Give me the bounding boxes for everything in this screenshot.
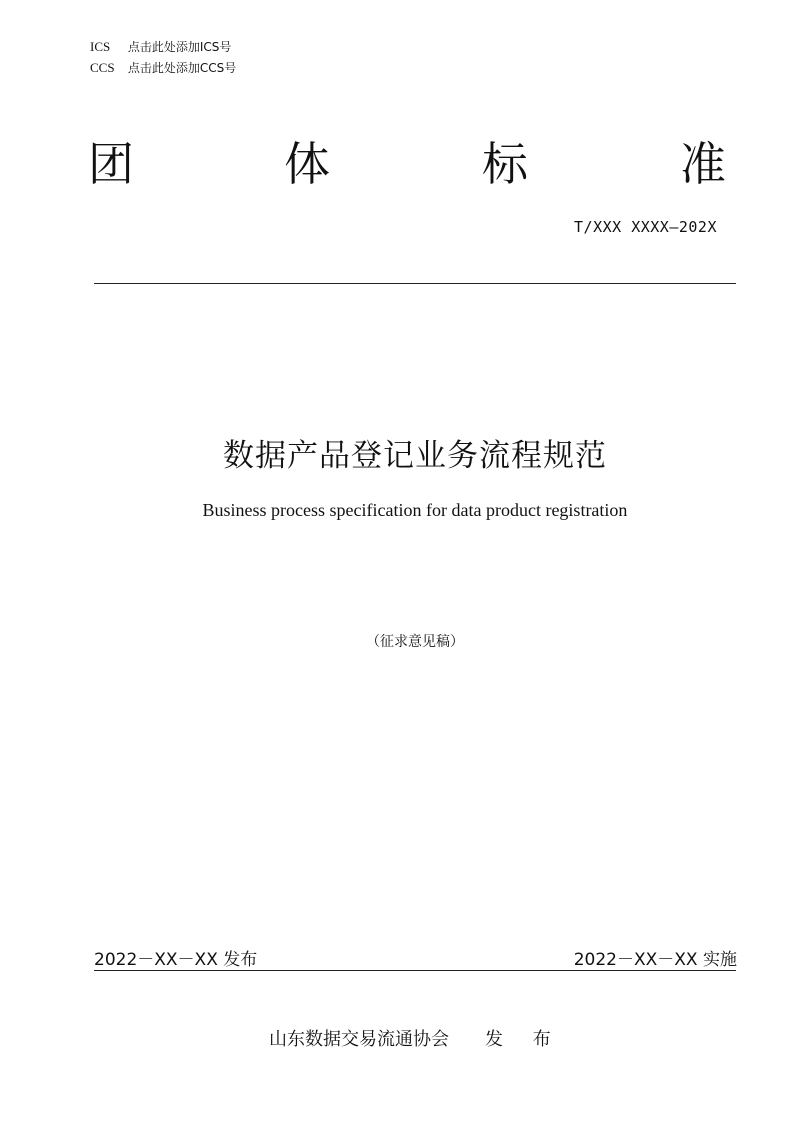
issuer-line (269, 1025, 563, 1051)
document-title-cn: 数据产品登记业务流程规范 (223, 438, 607, 474)
standard-type-char: 标 (482, 137, 528, 191)
ccs-line (90, 60, 236, 76)
ccs-placeholder[interactable]: 点击此处添加CCS号 (127, 61, 237, 75)
issuer-action: 发 布 (485, 1029, 563, 1050)
standard-type-char: 团 (88, 137, 134, 191)
top-divider (94, 283, 736, 284)
ics-placeholder[interactable]: 点击此处添加ICS号 (127, 40, 232, 54)
bottom-divider (94, 970, 736, 971)
ccs-label: CCS (90, 60, 115, 75)
standard-number: T/XXX XXXX—202X (574, 218, 717, 236)
issuer-org: 山东数据交易流通协会 (269, 1029, 449, 1050)
standard-type-char: 准 (680, 137, 726, 191)
standard-type-char: 体 (284, 137, 330, 191)
implement-date: 2022－XX－XX 实施 (573, 950, 737, 970)
draft-label: （征求意见稿） (366, 634, 464, 650)
ics-label: ICS (90, 39, 111, 54)
ics-line (90, 39, 231, 55)
publish-date: 2022－XX－XX 发布 (94, 950, 258, 970)
document-title-en: Business process specification for data product registration (202, 500, 628, 520)
